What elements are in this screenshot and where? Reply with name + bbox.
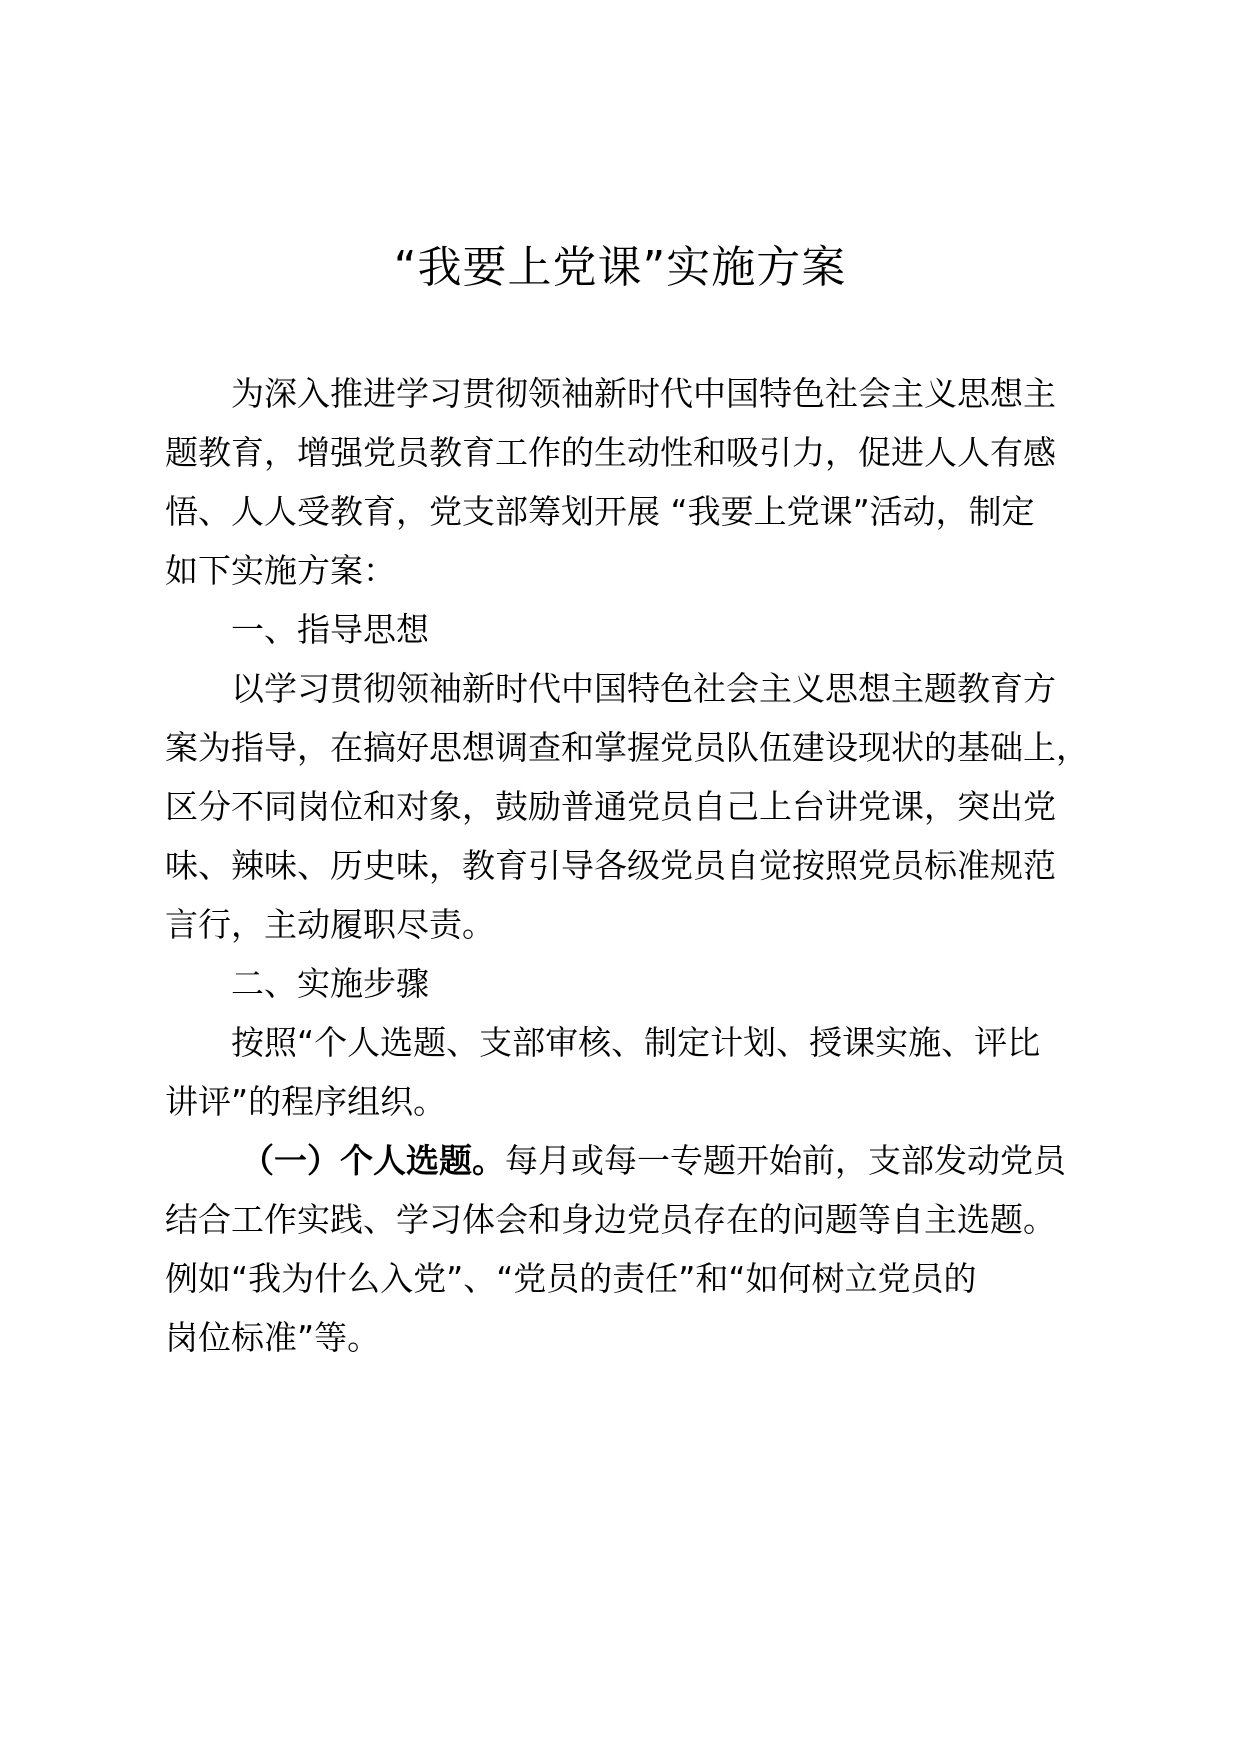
subsection-heading: （一）个人选题。 [241,1141,505,1180]
paragraph-line: 以学习贯彻领袖新时代中国特色社会主义思想主题教育方 [231,669,1056,708]
paragraph-line: 如下实施方案： [165,551,396,590]
paragraph-line: 案为指导，在搞好思想调查和掌握党员队伍建设现状的基础上， [165,728,1089,767]
paragraph-line: 区分不同岗位和对象，鼓励普通党员自己上台讲党课，突出党 [165,787,1056,826]
document-title: “我要上党课”实施方案 [393,242,847,293]
section-heading: 一、指导思想 [231,610,429,649]
section-heading: 二、实施步骤 [231,964,429,1003]
paragraph-line: 言行，主动履职尽责。 [165,905,495,944]
document-body [165,364,1087,1367]
paragraph-line: 结合工作实践、学习体会和身边党员存在的问题等自主选题。 [165,1200,1056,1239]
paragraph-line: 味、辣味、历史味，教育引导各级党员自觉按照党员标准规范 [165,846,1056,885]
paragraph-line: 例如“我为什么入党”、“党员的责任”和“如何树立党员的 [165,1259,977,1298]
paragraph-line: 题教育，增强党员教育工作的生动性和吸引力，促进人人有感 [165,433,1056,472]
subsection-line [165,1131,1087,1190]
paragraph-line: 岗位标准”等。 [165,1318,381,1357]
paragraph-line: 按照“个人选题、支部审核、制定计划、授课实施、评比 [231,1023,1041,1062]
paragraph-line: 讲评”的程序组织。 [165,1082,447,1121]
paragraph-line: 为深入推进学习贯彻领袖新时代中国特色社会主义思想主 [231,374,1056,413]
paragraph-line: 悟、人人受教育，党支部筹划开展 “我要上党课”活动，制定 [165,492,1035,531]
subsection-text: 每月或每一专题开始前，支部发动党员 [505,1141,1066,1180]
